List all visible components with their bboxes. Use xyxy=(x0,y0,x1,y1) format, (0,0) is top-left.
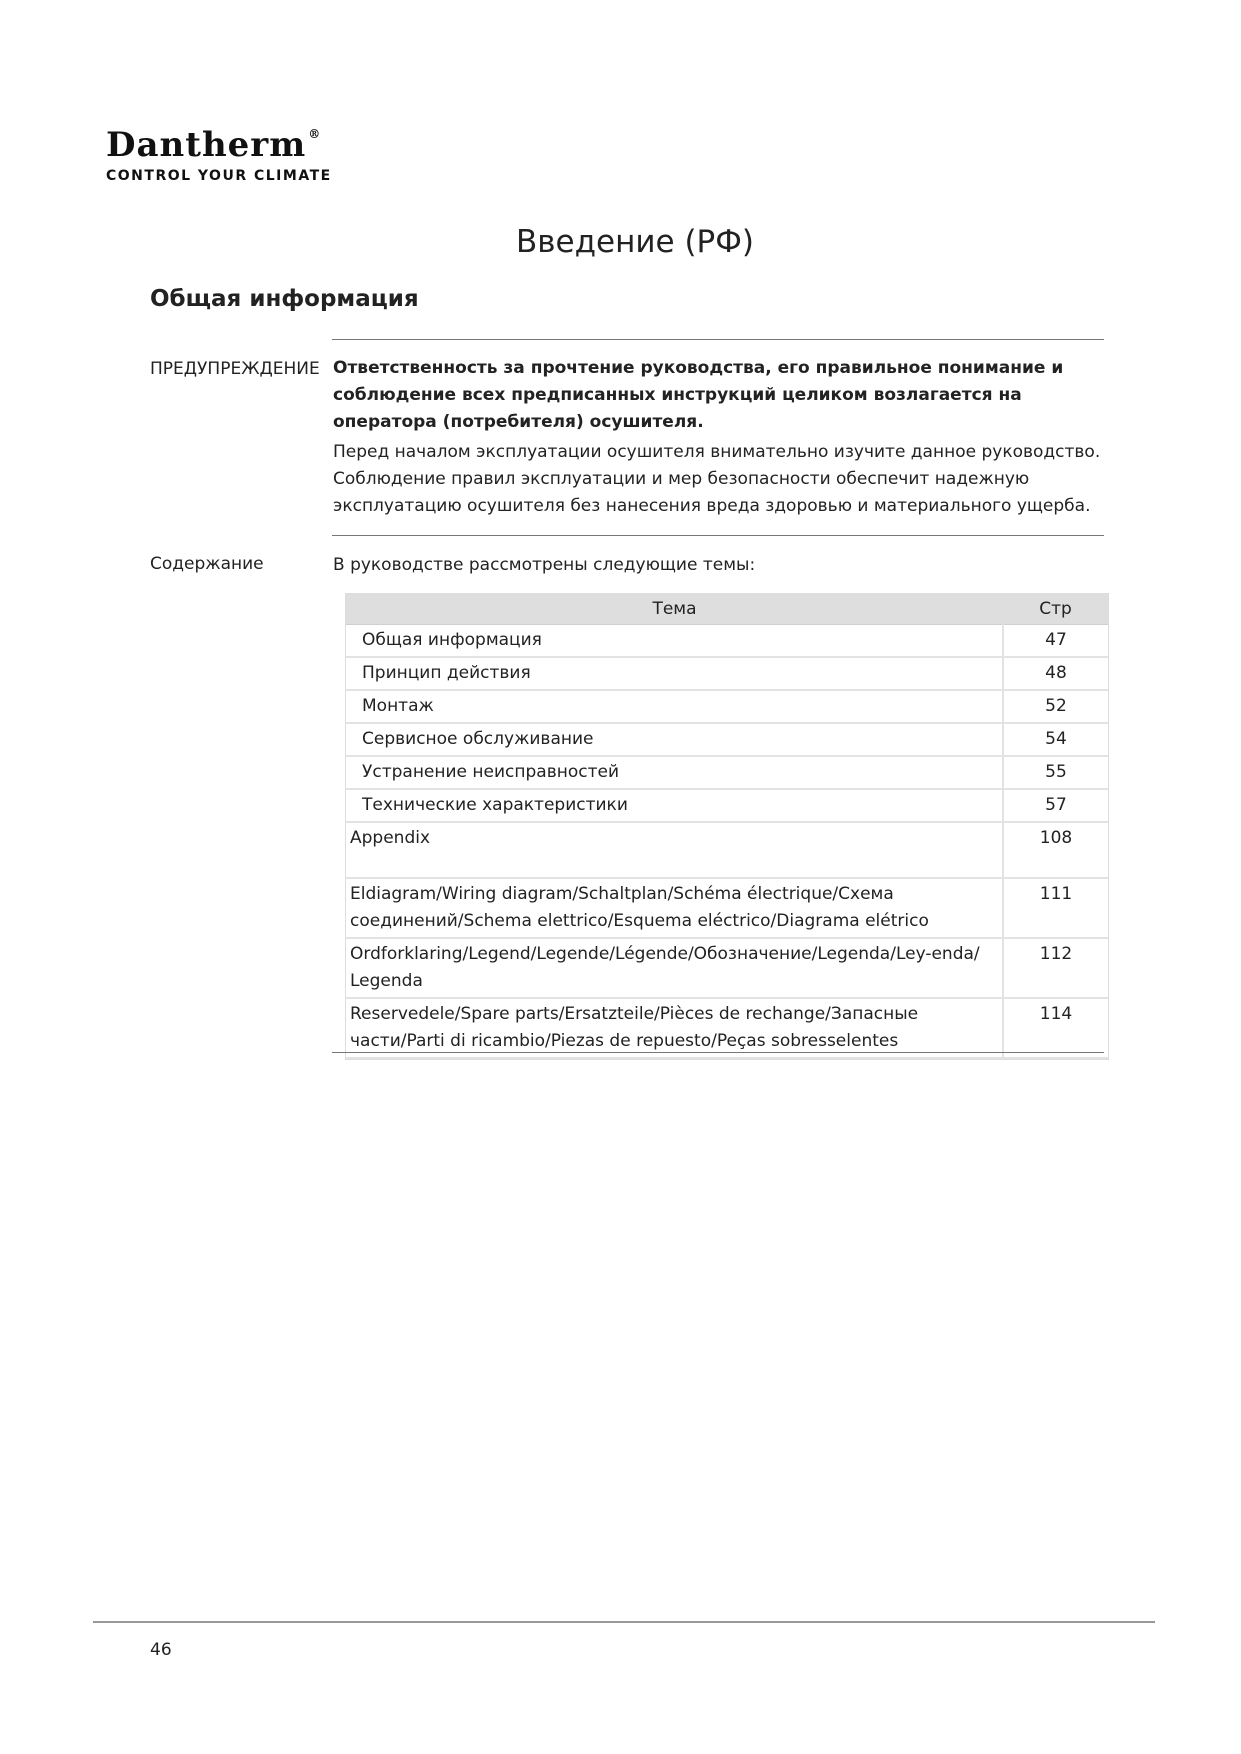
contents-intro: В руководстве рассмотрены следующие темы: xyxy=(333,555,756,575)
divider-bottom xyxy=(332,1052,1104,1053)
table-row xyxy=(346,625,1108,658)
page-cell: 111 xyxy=(1003,878,1108,938)
table-row xyxy=(346,998,1108,1058)
footer-divider xyxy=(93,1621,1155,1623)
table-row xyxy=(346,690,1108,723)
topic-cell: Eldiagram/Wiring diagram/Schaltplan/Schéma électrique/Схема соединений/Schema elettrico/Esquema eléctrico/Diagrama elétrico xyxy=(346,878,1003,938)
warning-normal-text: Перед началом эксплуатации осушителя внимательно изучите данное руководство. Соблюдение правил эксплуатации и мер безопасности обеспечит надежную эксплуатацию осушителя без нанесения вреда здоровью и материального ущерба. xyxy=(333,442,1101,516)
page-cell: 47 xyxy=(1003,625,1108,658)
table-row xyxy=(346,822,1108,878)
logo-tagline: CONTROL YOUR CLIMATE xyxy=(106,168,332,184)
brand-logo xyxy=(106,125,346,184)
table-row xyxy=(346,878,1108,938)
topic-cell: Устранение неисправностей xyxy=(346,756,1003,789)
column-header-page: Стр xyxy=(1003,594,1108,625)
topic-cell: Монтаж xyxy=(346,690,1003,723)
page-cell: 54 xyxy=(1003,723,1108,756)
topic-cell: Сервисное обслуживание xyxy=(346,723,1003,756)
table-row xyxy=(346,723,1108,756)
topic-cell: Reservedele/Spare parts/Ersatzteile/Pièces de rechange/Запасные части/Parti di ricambio/Piezas de repuesto/Peças sobresselentes xyxy=(346,998,1003,1058)
page-cell: 52 xyxy=(1003,690,1108,723)
logo-wordmark: Dantherm ® xyxy=(106,125,322,165)
column-header-topic: Тема xyxy=(346,594,1003,625)
table-row xyxy=(346,657,1108,690)
page-cell: 48 xyxy=(1003,657,1108,690)
section-title: Общая информация xyxy=(150,286,419,312)
contents-table xyxy=(346,594,1108,1059)
warning-bold-text: Ответственность за прочтение руководства, его правильное понимание и соблюдение всех предписанных инструкций целиком возлагается на оператора (потребителя) осушителя. xyxy=(333,358,1064,432)
table-row xyxy=(346,756,1108,789)
page-cell: 55 xyxy=(1003,756,1108,789)
page-cell: 114 xyxy=(1003,998,1108,1058)
topic-cell: Принцип действия xyxy=(346,657,1003,690)
divider-top xyxy=(332,339,1104,340)
page-cell: 57 xyxy=(1003,789,1108,822)
contents-label: Содержание xyxy=(150,554,264,574)
topic-cell: Appendix xyxy=(346,822,1003,878)
page-cell: 112 xyxy=(1003,938,1108,998)
table-row xyxy=(346,789,1108,822)
topic-cell: Ordforklaring/Legend/Legende/Légende/Обозначение/Legenda/Ley-enda/ Legenda xyxy=(346,938,1003,998)
page-number: 46 xyxy=(150,1640,172,1660)
page-title: Введение (РФ) xyxy=(516,224,755,260)
page-cell: 108 xyxy=(1003,822,1108,878)
table-row xyxy=(346,938,1108,998)
topic-cell: Технические характеристики xyxy=(346,789,1003,822)
table-header-row xyxy=(346,594,1108,625)
divider-middle xyxy=(332,535,1104,536)
topic-cell: Общая информация xyxy=(346,625,1003,658)
warning-label: ПРЕДУПРЕЖДЕНИЕ xyxy=(150,359,320,379)
